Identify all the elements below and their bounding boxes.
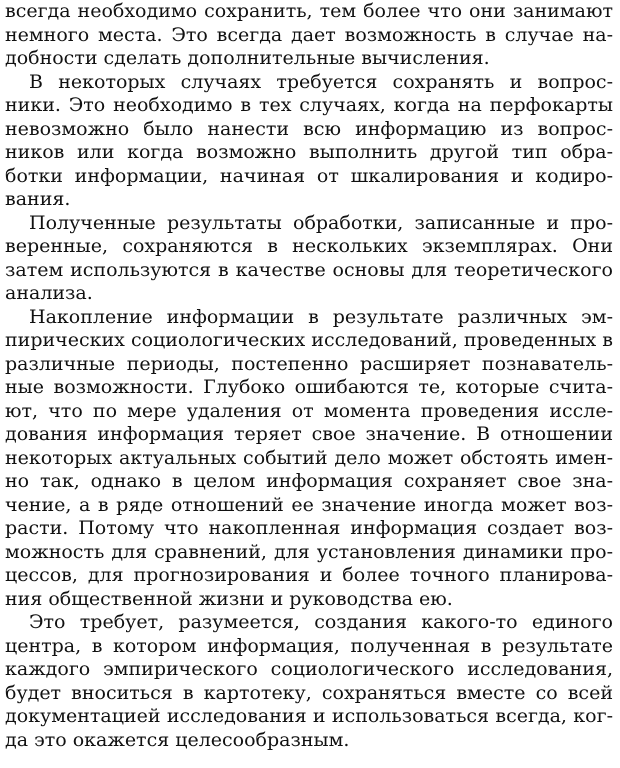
text-line: В некоторых случаях требуется сохранять и вопрос- [29,70,613,93]
text-line: веренные, сохраняются в нескольких экземплярах. Они [5,235,613,257]
text-line: немного места. Это всегда дает возможность в случае на- [5,23,613,46]
text-line: центра, в котором информация, полученная в результате [5,634,613,657]
text-line: ния общественной жизни и руководства ею. [5,587,453,610]
text-line: чение, а в ряде отношений ее значение иногда может воз- [5,493,613,516]
text-line: анализа. [5,282,93,304]
text-line: дования информация теряет свое значение. В отношении [5,423,613,445]
text-line: документацией исследования и использоваться всегда, ког- [5,705,613,727]
text-line: цессов, для прогнозирования и более точного планирова- [5,564,613,586]
text-line: добности сделать дополнительные вычисления. [5,47,490,69]
body-text [5,0,613,752]
text-line: ботки информации, начиная от шкалирования и кодиро- [5,164,613,187]
text-line: ные возможности. Глубоко ошибаются те, которые счита- [5,376,613,398]
text-line: да это окажется целесообразным. [5,728,350,751]
text-line: можность для сравнений, для установления динамики про- [5,540,613,563]
text-line: будет вноситься в картотеку, сохраняться вместе со всей [5,681,613,704]
text-line: каждого эмпирического социологического исследования, [5,658,613,680]
text-line: пирических социологических исследований, проведенных в [5,329,613,351]
text-line: различные периоды, постепенно расширяет познаватель- [5,352,613,375]
text-line: всегда необходимо сохранить, тем более что они занимают [5,0,613,22]
text-line: ники. Это необходимо в тех случаях, когда на перфокарты [5,94,613,116]
text-line: вания. [5,188,71,210]
text-line: Накопление информации в результате различных эм- [29,305,613,328]
text-line: Это требует, разумеется, создания какого-то единого [29,611,613,633]
text-line: ют, что по мере удаления от момента проведения иссле- [5,399,613,422]
text-line: Полученные результаты обработки, записанные и про- [29,211,613,234]
text-line: ников или когда возможно выполнить другой тип обра- [5,141,613,163]
text-line: невозможно было нанести всю информацию из вопрос- [5,117,613,140]
text-line: но так, однако в целом информация сохраняет свое зна- [5,470,613,492]
text-line: некоторых актуальных событий дело может обстоять имен- [5,446,613,469]
text-line: затем используются в качестве основы для теоретического [5,258,613,281]
text-line: расти. Потому что накопленная информация создает воз- [5,517,613,539]
